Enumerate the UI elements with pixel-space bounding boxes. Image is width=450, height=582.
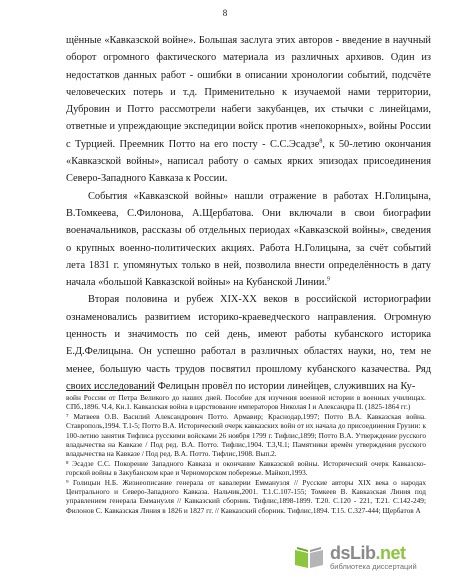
footnote-9: ⁹ Голицын Н.Б. Жизнеописание генерала от кавалерии Еммануэля // Русские авторы XIX века о народах Центрального и Северо-Западного Кавказа. Нальчик,2001. Т.1.С.107-155; Томкеев В. Кавказская Линия под управлением генерала Еммануэля // Кавказский сборник. Тифлис,1898-1899. Т.20. С.120 - 221, Т.21. С.142-249; Филонов С. Кавказская Линия в 1826 и 1827 гг. // Кавказский сборник. Тифлис,1894. Т.15. С.327-444; Щербатов А [66, 477, 426, 515]
watermark-site-name: dsLib.net [330, 542, 406, 563]
paragraph-3: Вторая половина и рубеж XIX-XX веков в российской историографии ознаменовались развитием историко-краеведческого направления. Огромную ценность и значимость по сей день, имеют работы кубанского историка Е.Д.Фелицына. Он успешно работал в различных областях науки, но, тем не менее, большую часть трудов посвятил прошлому кубанского казачества. Ряд своих исследований Фелицын провёл по истории линейцев, служивших на Ку- [66, 294, 431, 392]
book-logo-icon [292, 544, 326, 570]
paragraph-1: щённые «Кавказской войне». Большая заслуга этих авторов - введение в научный оборот огромного фактического материала из различных архивов. Один из недостатков данных работ - ошибки в описании хронологии событий, подсчёте человеческих потерь и т.д. Применительно к изучаемой нами территории, Дубровин и Потто рассмотрели набеги закубанцев, их стычки с линейцами, ответные и упреждающие экспедиции войск против «непокорных», войны России с Турцией. Преемник Потто на его посту - С.С.Эсадзе$^8$, к 50-летию окончания «Кавказской войны», написал работу о самых ярких эпизодах присоединения Северо-Западного Кавказа к России. [66, 35, 431, 185]
footnote-divider [66, 390, 151, 391]
footnote-continuation: войн России от Петра Великого до наших дней. Пособие для изучения военной истории в военных училищах. СПб.,1896. Ч.4, Кн.1. Кавказская война в царствование императоров Николая I и Александра II. (1825-1864 гг.) [66, 393, 426, 412]
footnote-8: ⁸ Эсадзе С.С. Покорение Западного Кавказа и окончание Кавказской войны. Исторический очерк Кавказско-горской войны в Закубанском крае и Черноморском побережье. Майкоп,1993. [66, 458, 426, 478]
page-number: 8 [222, 8, 228, 18]
paragraph-2: События «Кавказской войны» нашли отражение в работах Н.Голицына, В.Томкеева, С.Филонова, А.Щербатова. Они включали в свои биографии военачальников, рассказы об отдельных периодах «Кавказской войны», сведения о крупных военно-политических акциях. Работа Н.Голицына, за счёт событий лета 1831 г. упомянутых только в ней, позволила внести определённость в дату начала «большой Кавказской войны» на Кубанской Линии.$^9$ [66, 190, 431, 289]
footnote-7: ⁷ Матвеев О.В. Василий Александрович Потто. Армавир; Краснодар,1997; Потто В.А. Кавказская война. Ставрополь,1994. Т.1-5; Потто В.А. Исторический очерк кавказских войн от их начала до присоединения Грузии: к 100-летию занятия Тифлиса русскими войсками 26 ноября 1799 г. Тифлис,1899; Потто В.А. Утверждение русского владычества на Кавказе / Под ред. В.А. Потто. Тифлис,1904. Т.3,Ч.1; Памятники времён утверждения русского владычества на Кавказе / Под ред. В.А. Потто. Тифлис,1908. Вып.2. [66, 411, 426, 459]
dslib-watermark[interactable] [292, 542, 442, 572]
footnote-ref-9[interactable]: 9 [327, 276, 331, 283]
footnote-ref-8[interactable]: 8 [319, 138, 323, 145]
watermark-subtitle: библиотека диссертаций [330, 561, 417, 571]
footnotes [66, 393, 426, 515]
main-text [66, 32, 431, 395]
